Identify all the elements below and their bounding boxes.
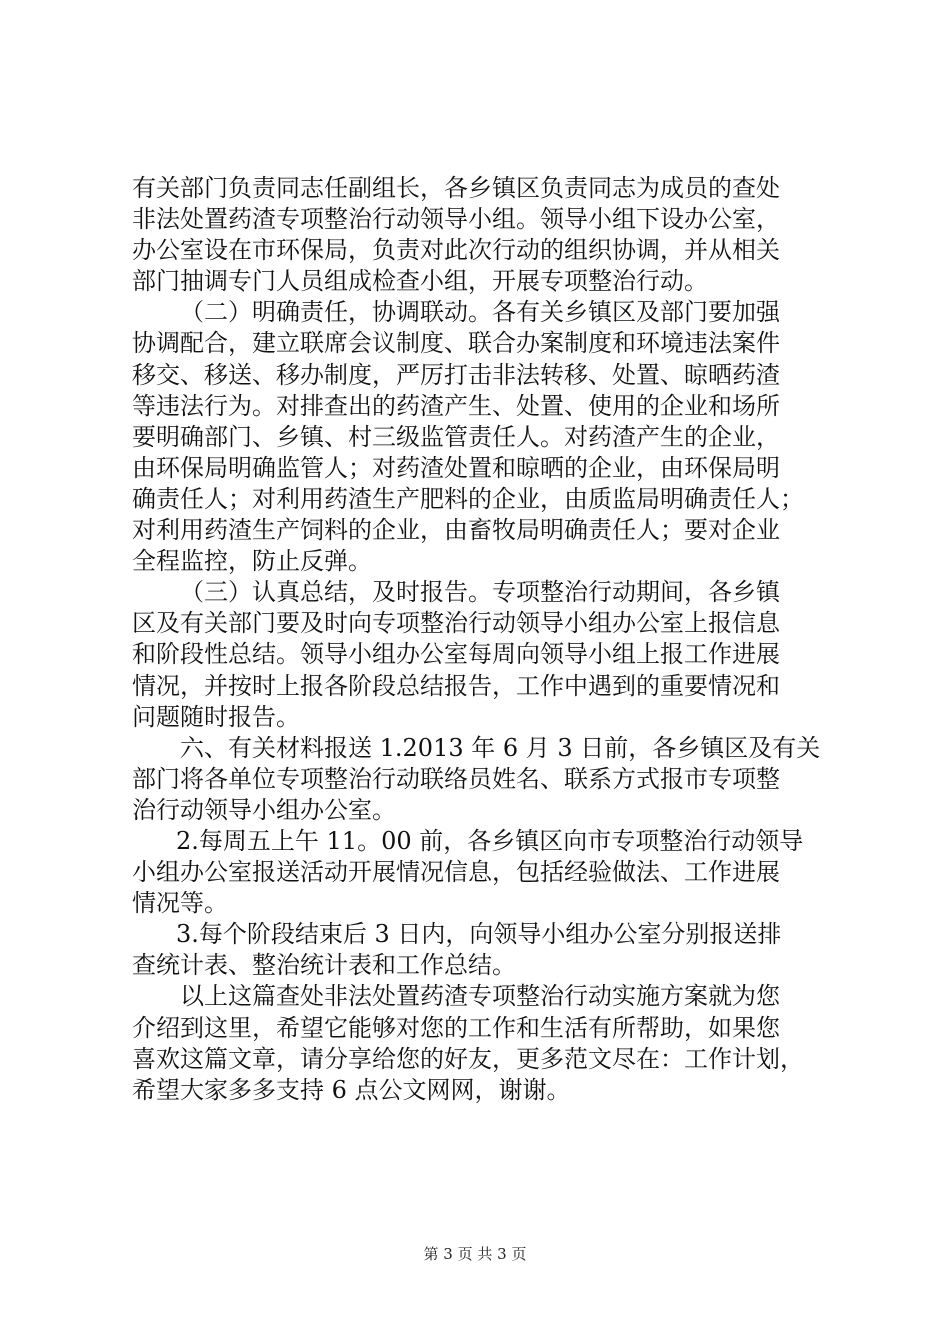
text-line: 要明确部门、乡镇、村三级监管责任人。对药渣产生的企业，: [132, 422, 780, 451]
text-line: 治行动领导小组办公室。: [132, 795, 396, 824]
text-line: 3.每个阶段结束后 3 日内，向领导小组办公室分别报送排: [176, 920, 782, 949]
text-line: 问题随时报告。: [132, 702, 300, 731]
text-line: 由环保局明确监管人；对药渣处置和晾晒的企业，由环保局明: [132, 453, 780, 482]
text-line: 查统计表、整治统计表和工作总结。: [132, 951, 516, 980]
page-number-footer: 第 3 页 共 3 页: [423, 1245, 527, 1263]
text-line: 情况，并按时上报各阶段总结报告，工作中遇到的重要情况和: [132, 671, 780, 700]
text-line: 情况等。: [132, 889, 228, 918]
text-line: 六、有关材料报送 1.2013 年 6 月 3 日前，各乡镇区及有关: [180, 733, 821, 762]
text-line: 希望大家多多支持 6 点公文网网，谢谢。: [132, 1075, 571, 1104]
text-line: （三）认真总结，及时报告。专项整治行动期间，各乡镇: [180, 578, 780, 607]
document-body: [132, 173, 832, 1106]
text-line: 部门抽调专门人员组成检查小组，开展专项整治行动。: [132, 267, 708, 296]
text-line: 全程监控，防止反弹。: [132, 547, 372, 576]
text-line: 和阶段性总结。领导小组办公室每周向领导小组上报工作进展: [132, 640, 780, 669]
text-line: 介绍到这里，希望它能够对您的工作和生活有所帮助，如果您: [132, 1013, 780, 1042]
text-line: 喜欢这篇文章，请分享给您的好友，更多范文尽在：工作计划，: [132, 1044, 804, 1073]
text-line: 非法处置药渣专项整治行动领导小组。领导小组下设办公室，: [132, 205, 780, 234]
text-line: 协调配合，建立联席会议制度、联合办案制度和环境违法案件: [132, 329, 780, 358]
text-line: 有关部门负责同志任副组长，各乡镇区负责同志为成员的查处: [132, 174, 780, 202]
text-line: 以上这篇查处非法处置药渣专项整治行动实施方案就为您: [180, 982, 780, 1011]
text-line: 确责任人；对利用药渣生产肥料的企业，由质监局明确责任人；: [132, 484, 804, 513]
text-line: 对利用药渣生产饲料的企业，由畜牧局明确责任人；要对企业: [132, 516, 780, 545]
text-line: 部门将各单位专项整治行动联络员姓名、联系方式报市专项整: [132, 764, 780, 793]
text-line: 小组办公室报送活动开展情况信息，包括经验做法、工作进展: [132, 858, 780, 887]
text-line: 区及有关部门要及时向专项整治行动领导小组办公室上报信息: [132, 609, 780, 638]
text-line: 移交、移送、移办制度，严厉打击非法转移、处置、晾晒药渣: [132, 360, 780, 389]
text-line: （二）明确责任，协调联动。各有关乡镇区及部门要加强: [180, 298, 780, 327]
text-line: 办公室设在市环保局，负责对此次行动的组织协调，并从相关: [132, 236, 780, 265]
text-line: 2.每周五上午 11。00 前，各乡镇区向市专项整治行动领导: [176, 826, 804, 855]
text-line: 等违法行为。对排查出的药渣产生、处置、使用的企业和场所: [132, 391, 780, 420]
